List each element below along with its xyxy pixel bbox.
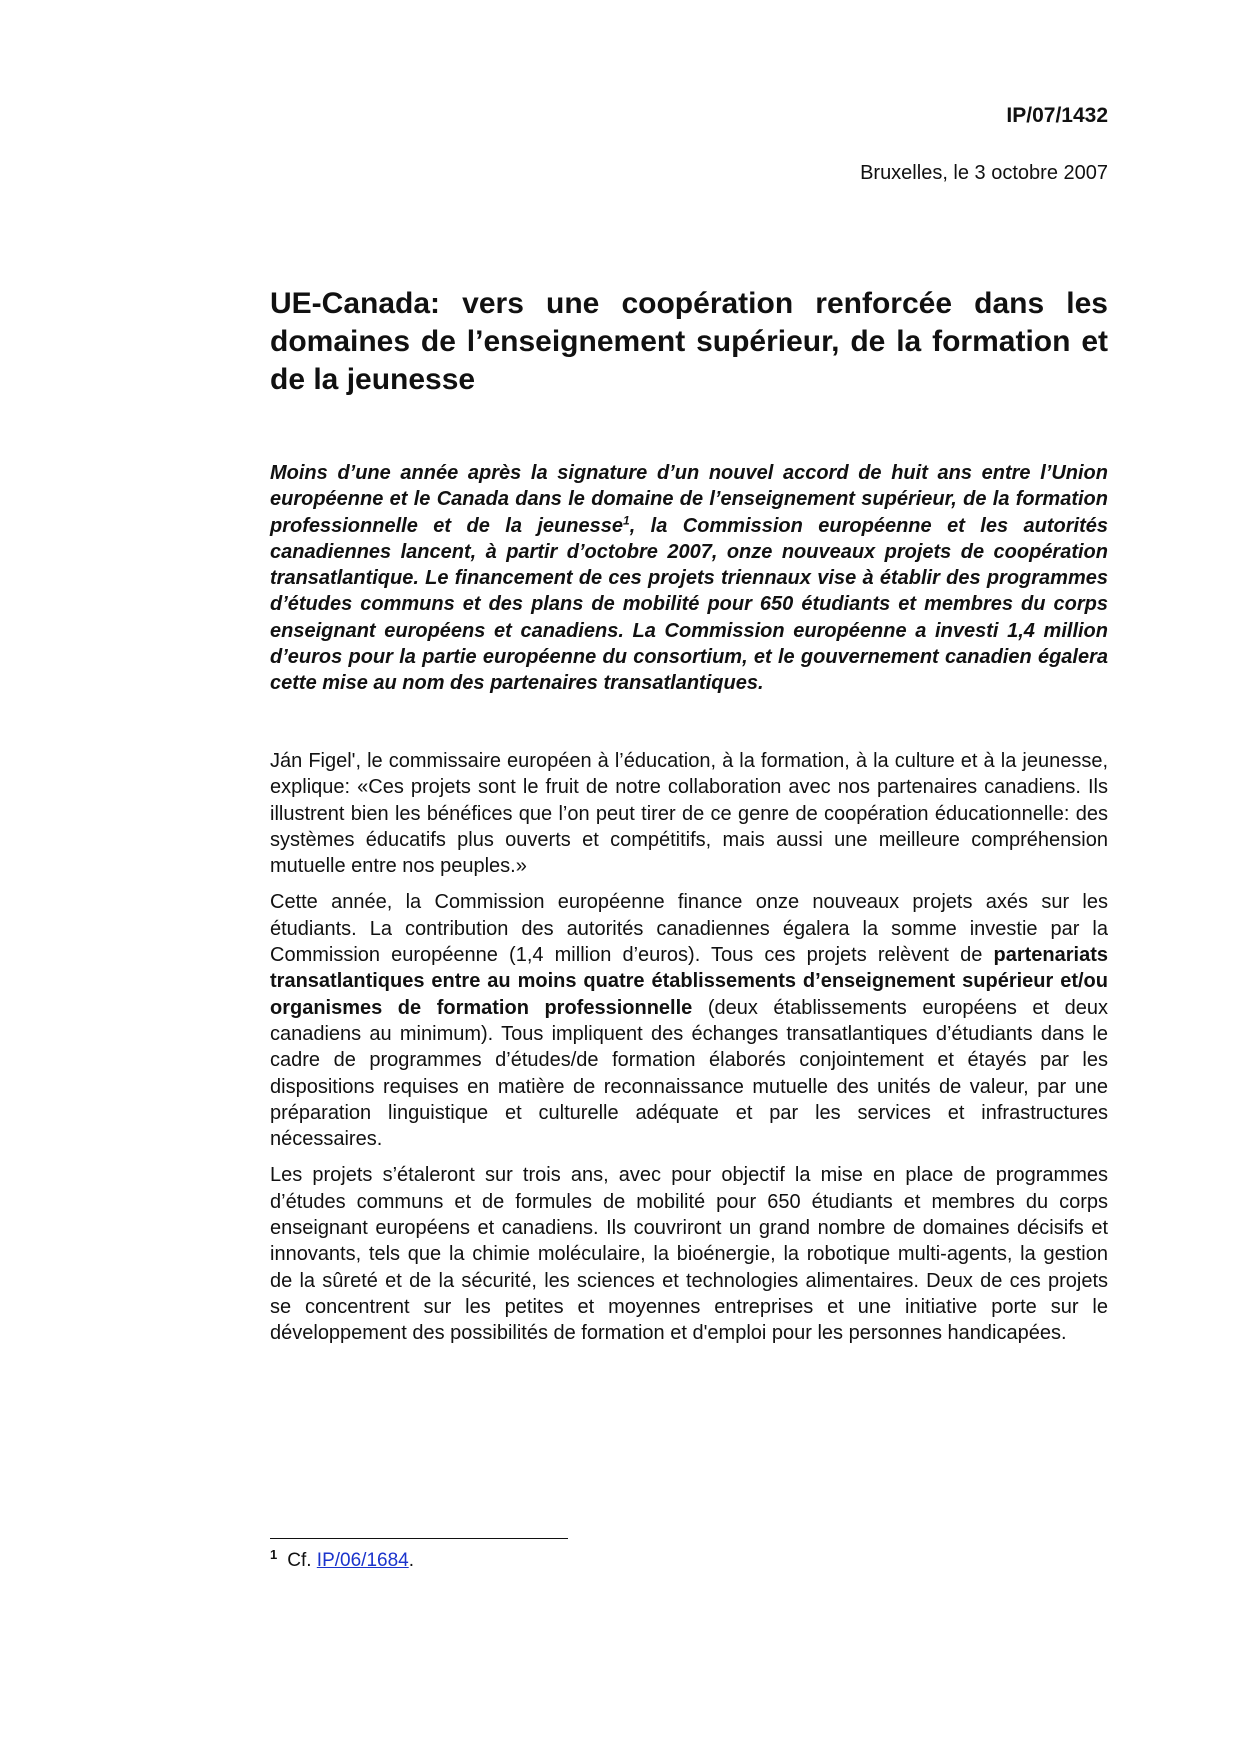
footnote-suffix: . bbox=[408, 1550, 414, 1571]
footnote-prefix: Cf. bbox=[287, 1550, 317, 1571]
paragraph-funding bbox=[270, 889, 1108, 1152]
article-body bbox=[270, 748, 1108, 1357]
lead-text-part2: , la Commission européenne et les autorités canadiennes lancent, à partir d’octobre 2007, onze nouveaux projets de coopération transatlantique. Le financement de ces projets triennaux vise à établir des programmes d’études communs et des plans de mobilité pour 650 étudiants et membres du corps enseignant européens et canadiens. La Commission européenne a investi 1,4 million d’euros pour la partie européenne du consortium, et le gouvernement canadien égalera cette mise au nom des partenaires transatlantiques. bbox=[270, 514, 1108, 695]
page-title: UE-Canada: vers une coopération renforcée dans les domaines de l’enseignement supérieur, de la formation et de la jeunesse bbox=[270, 287, 1108, 396]
lead-paragraph bbox=[270, 460, 1108, 697]
lead-text-part1: Moins d’une année après la signature d’un nouvel accord de huit ans entre l’Union européenne et le Canada dans le domaine de l’enseignement supérieur, de la formation professionnelle et de la jeunesse bbox=[270, 462, 1108, 537]
paragraph-projects: Les projets s’étaleront sur trois ans, avec pour objectif la mise en place de programmes d’études communs et de formules de mobilité pour 650 étudiants et membres du corps enseignant européens et canadiens. Ils couvriront un grand nombre de domaines décisifs et innovants, tels que la chimie moléculaire, la bioénergie, la robotique multi-agents, la gestion de la sûreté et de la sécurité, les sciences et technologies alimentaires. Deux de ces projets se concentrent sur les petites et moyennes entreprises et une initiative porte sur le développement des possibilités de formation et d'emploi pour les personnes handicapées. bbox=[270, 1164, 1108, 1345]
footnote-reference[interactable]: 1 bbox=[623, 512, 630, 527]
footnote-separator bbox=[270, 1538, 568, 1539]
footnote-mark: 1 bbox=[270, 1546, 278, 1562]
paragraph-funding-emphasis: partenariats transatlantiques entre au moins quatre établissements d’enseignement supérieur et/ou organismes de formation professionnelle bbox=[270, 944, 1108, 1019]
release-date: Bruxelles, le 3 octobre 2007 bbox=[860, 162, 1108, 184]
paragraph-quote: Ján Figel', le commissaire européen à l’éducation, à la formation, à la culture et à la jeunesse, explique: «Ces projets sont le fruit de notre collaboration avec nos partenaires canadiens. Ils illustrent bien les bénéfices que l’on peut tirer de ce genre de coopération éducationnelle: des systèmes éducatifs plus ouverts et compétitifs, mais aussi une meilleure compréhension mutuelle entre nos peuples.» bbox=[270, 750, 1108, 878]
paragraph-funding-text-a: Cette année, la Commission européenne finance onze nouveaux projets axés sur les étudiants. La contribution des autorités canadiennes égalera la somme investie par la Commission européenne (1,4 million d’euros). Tous ces projets relèvent de bbox=[270, 891, 1108, 967]
paragraph-funding-text-b: (deux établissements européens et deux canadiens au minimum). Tous impliquent des échanges transatlantiques d’étudiants dans le cadre de programmes d’études/de formation élaborés conjointement et étayés par les dispositions requises en matière de reconnaissance mutuelle des unités de valeur, par une préparation linguistique et culturelle adéquate et par les services et infrastructures nécessaires. bbox=[270, 996, 1109, 1151]
footnote-link[interactable]: IP/06/1684 bbox=[316, 1550, 409, 1571]
footnote bbox=[270, 1548, 414, 1574]
press-release-reference: IP/07/1432 bbox=[1006, 104, 1108, 127]
